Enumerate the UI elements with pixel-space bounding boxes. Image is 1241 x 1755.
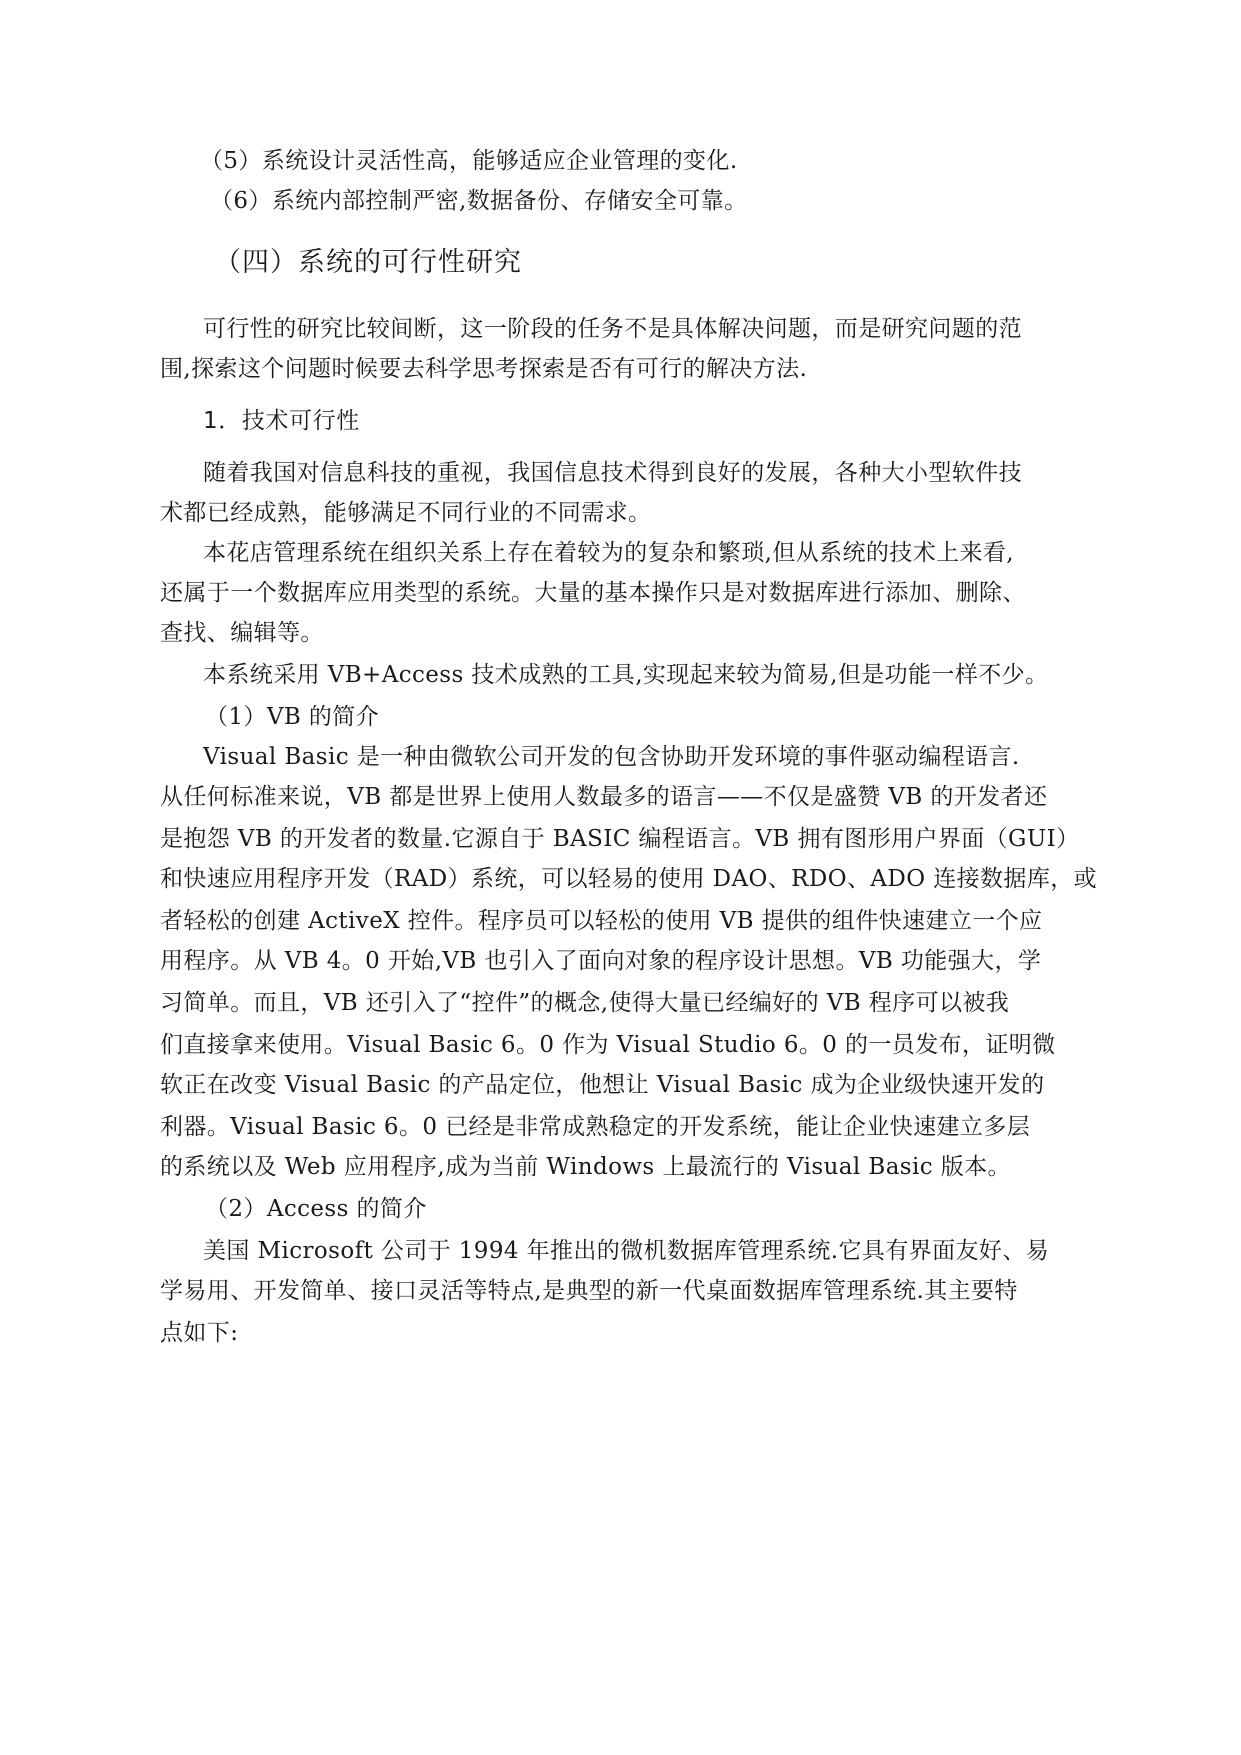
- paragraph-line: 本系统采用 VB+Access 技术成熟的工具,实现起来较为简易,但是功能一样不少。: [203, 662, 1049, 688]
- paragraph-line: 们直接拿来使用。Visual Basic 6。0 作为 Visual Studio 6。0 的一员发布，证明微: [160, 1032, 1056, 1058]
- paragraph-line: 是抱怨 VB 的开发者的数量.它源自于 BASIC 编程语言。VB 拥有图形用户界面（GUI）: [160, 826, 1080, 852]
- paragraph-line: 习简单。而且，VB 还引入了“控件”的概念,使得大量已经编好的 VB 程序可以被我: [160, 990, 1010, 1016]
- paragraph-line: 还属于一个数据库应用类型的系统。大量的基本操作只是对数据库进行添加、删除、: [160, 580, 1026, 606]
- list-item: （5）系统设计灵活性高，能够适应企业管理的变化.: [200, 148, 738, 174]
- paragraph-line: 查找、编辑等。: [160, 620, 324, 646]
- paragraph-line: 利器。Visual Basic 6。0 已经是非常成熟稳定的开发系统，能让企业快速建立多层: [160, 1114, 1031, 1140]
- paragraph-line: 美国 Microsoft 公司于 1994 年推出的微机数据库管理系统.它具有界面友好、易: [203, 1238, 1050, 1264]
- section-heading: （四）系统的可行性研究: [214, 247, 522, 278]
- paragraph-line: 从任何标准来说，VB 都是世界上使用人数最多的语言——不仅是盛赞 VB 的开发者还: [160, 784, 1048, 810]
- paragraph-line: 和快速应用程序开发（RAD）系统，可以轻易的使用 DAO、RDO、ADO 连接数据库，或: [160, 866, 1098, 892]
- paragraph-line: 术都已经成熟，能够满足不同行业的不同需求。: [160, 500, 652, 526]
- paragraph-line: 的系统以及 Web 应用程序,成为当前 Windows 上最流行的 Visual Basic 版本。: [160, 1154, 1011, 1180]
- paragraph-line: 学易用、开发简单、接口灵活等特点,是典型的新一代桌面数据库管理系统.其主要特: [160, 1278, 1018, 1304]
- list-item: （6）系统内部控制严密,数据备份、存储安全可靠。: [210, 188, 748, 214]
- paragraph-line: 本花店管理系统在组织关系上存在着较为的复杂和繁琐,但从系统的技术上来看,: [203, 540, 1015, 566]
- paragraph-line: 围,探索这个问题时候要去科学思考探索是否有可行的解决方法.: [160, 356, 808, 382]
- subsection-heading: （1）VB 的简介: [205, 704, 380, 730]
- subsection-heading: （2）Access 的简介: [205, 1196, 427, 1222]
- paragraph-line: 随着我国对信息科技的重视，我国信息技术得到良好的发展，各种大小型软件技: [203, 460, 1022, 486]
- paragraph-line: Visual Basic 是一种由微软公司开发的包含协助开发环境的事件驱动编程语言.: [203, 744, 1020, 770]
- paragraph-line: 点如下:: [160, 1320, 239, 1346]
- paragraph-line: 者轻松的创建 ActiveX 控件。程序员可以轻松的使用 VB 提供的组件快速建立一个应: [160, 908, 1043, 934]
- paragraph-line: 用程序。从 VB 4。0 开始,VB 也引入了面向对象的程序设计思想。VB 功能强大，学: [160, 948, 1042, 974]
- paragraph-line: 软正在改变 Visual Basic 的产品定位，他想让 Visual Basic 成为企业级快速开发的: [160, 1072, 1045, 1098]
- subsection-heading: 1．技术可行性: [203, 408, 360, 434]
- paragraph-line: 可行性的研究比较间断，这一阶段的任务不是具体解决问题，而是研究问题的范: [203, 316, 1022, 342]
